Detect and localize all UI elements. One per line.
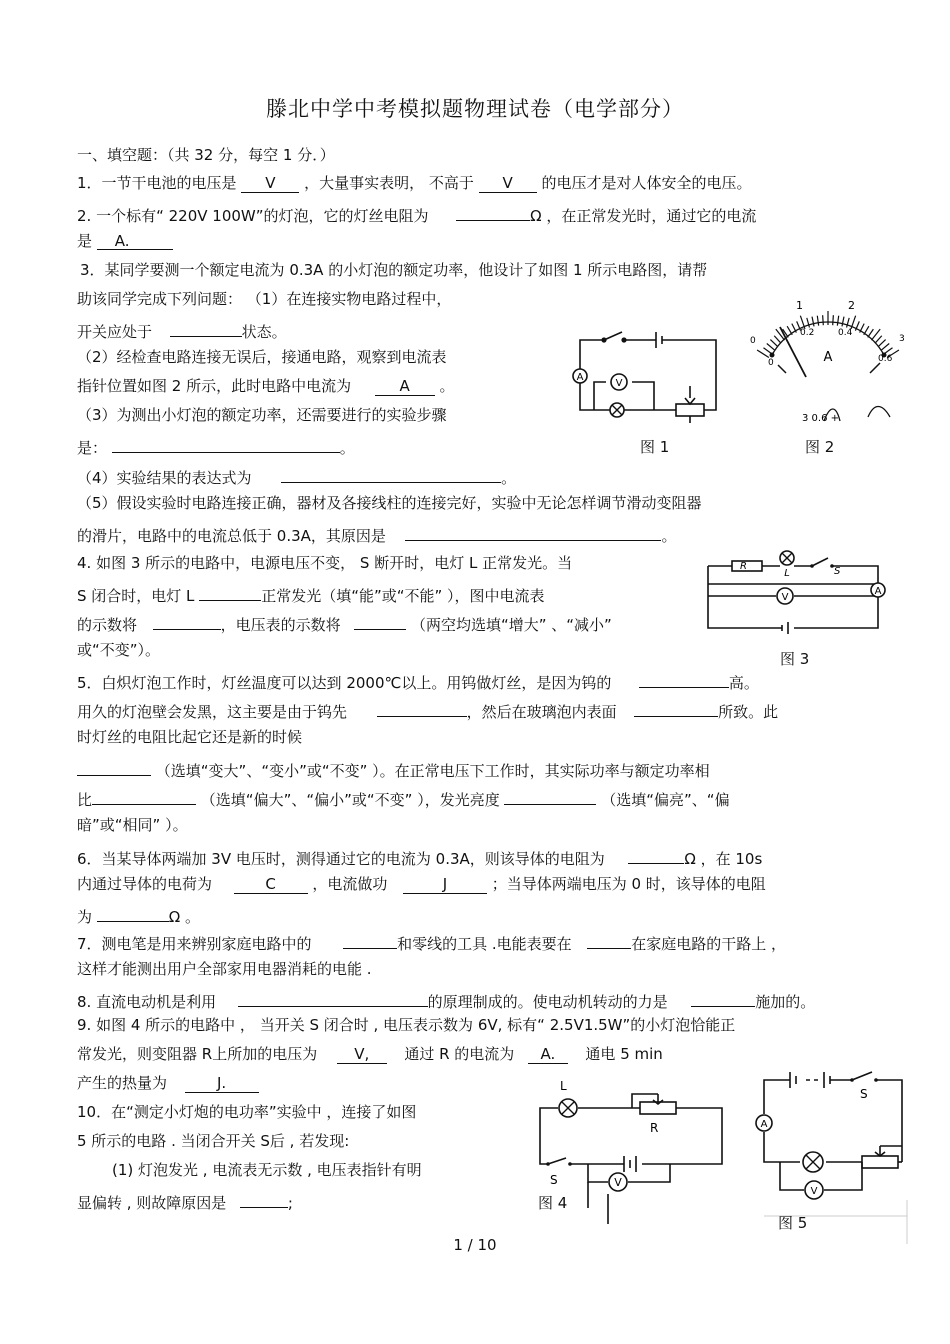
- answer-blank[interactable]: [343, 930, 397, 949]
- svg-text:S: S: [550, 1173, 558, 1187]
- svg-text:S: S: [834, 566, 841, 577]
- dial-tick: [774, 336, 781, 343]
- dial-tick: [812, 317, 814, 327]
- dial-tick: [878, 340, 885, 347]
- answer-blank[interactable]: [628, 845, 684, 864]
- answer-blank[interactable]: J.: [185, 1074, 259, 1093]
- answer-blank[interactable]: V: [241, 174, 299, 193]
- question-5: 5．白炽灯泡工作时，灯丝温度可以达到 2000℃以上。用钨做灯丝，是因为钨的 高。: [77, 669, 759, 693]
- answer-blank[interactable]: [281, 464, 501, 483]
- answer-blank[interactable]: [97, 903, 169, 922]
- exam-page: 滕北中学中考模拟题物理试卷（电学部分） 一、填空题：（共 32 分，每空 1 分．） 1．一节干电池的电压是 V ，大量事实表明， 不高于 V 的电压才是对人体安全的电压。 2. 一个标有“ 220V 100W”的灯泡，它的灯丝电阻为 Ω ，在正常发光时，通过它的电流 是 A. 3．某同学要测一个额定电流为 0.3A 的小灯泡的额定功率，他设计了如图 1 所示电路图，请帮 助该同学完成下列问题： （1）在连接实物电路过程中， 开关应处于 状态。 （2）经检查电路连接无误后，接通电路，观察到电流表 指针位置如图 2 所示，此时电路中电流为 A 。 （3）为测出小灯泡的额定功率，还需要进行的实验步骤 是： 。 （4）实验结果的表达式为 。 （5）假设实验时电路连接正确，器材及各接线柱的连接完好，实验中无论怎样调节滑动变阻器 的滑片，电路中的电流总低于 0.3A，其原因是 。 A V 图 1 1 2 0.2 0.4 0 3 0 0.6 A 3 0.6 + 图 2 4. 如图 3 所示的电路中，电源电压不变， S 断开时，电灯 L 正常发光。当 S 闭合时，电灯 L 正常发光（填“能”或“不能” ），图中电流表 的示数将 ，电压表的示数将 （两空均选填“增大” 、“减小” 或“不变”）。 R L S V A 图 3 5．白炽灯泡工作时，灯丝温度可以达到 2000℃以上。用钨做灯丝，是因为钨的 高。 用久的灯泡壁会发黑，这主要是由于钨先 ，然后在玻璃泡内表面 所致。此 时灯丝的电阻比起它还是新的时候 （选填“变大”、“变小”或“不变” ）。在正常电压下工作时，其实际功率与额定功率相 比 （选填“偏大”、“偏小”或“不变” ），发光亮度 （选填“偏亮”、“偏 暗”或“相同” ）。 6．当某导体两端加 3V 电压时，测得通过它的电流为 0.3A，则该导体的电阻为 Ω ，在 10s 内通过导体的电荷为 C ，电流做功 J ；当导体两端电压为 0 时，该导体的电阻 为 Ω 。 7．测电笔是用来辨别家庭电路中的 和零线的工具 .电能表要在 在家庭电路的干路上 ， 这样才能测出用户全部家用电器消耗的电能 . 8. 直流电动机是利用 的原理制成的。使电动机转动的力是 施加的。 9. 如图 4 所示的电路中 ， 当开关 S 闭合时 , 电压表示数为 6V, 标有“ 2.5V1.5W”的小灯泡恰能正 常发光，则变阻器 R上所加的电压为 V, 通过 R 的电流为 A. 通电 5 min 产生的热量为 J. 10．在“测定小灯炮的电功率”实验中 ，连接了如图 5 所示的电路 . 当闭合开关 S后 , 若发现: (1) 灯泡发光 , 电流表无示数 , 电压表指针有明 显偏转 , 则故障原因是 ; L R S V 图 4 A V S 图 5 1 / 10: [0, 0, 950, 1344]
- dial-tick: [842, 317, 844, 327]
- question-8: 8. 直流电动机是利用 的原理制成的。使电动机转动的力是 施加的。: [77, 988, 815, 1012]
- question-1: 1．一节干电池的电压是 V ，大量事实表明， 不高于 V 的电压才是对人体安全的电压。: [77, 174, 752, 192]
- svg-text:3 0.6 +: 3 0.6 +: [802, 413, 840, 424]
- figure-1-caption: 图 1: [640, 438, 670, 456]
- dial-tick: [837, 316, 838, 326]
- dial-tick: [770, 340, 777, 347]
- question-10: 10．在“测定小灯炮的电功率”实验中 ，连接了如图: [77, 1103, 417, 1121]
- answer-blank[interactable]: V,: [337, 1045, 387, 1064]
- svg-text:A: A: [576, 372, 584, 383]
- answer-blank[interactable]: [199, 582, 261, 601]
- svg-text:0.2: 0.2: [800, 328, 815, 338]
- question-9: 9. 如图 4 所示的电路中 ， 当开关 S 闭合时 , 电压表示数为 6V, 标有“ 2.5V1.5W”的小灯泡恰能正: [77, 1016, 736, 1034]
- answer-blank[interactable]: C: [234, 875, 308, 894]
- svg-text:0.4: 0.4: [838, 328, 853, 338]
- svg-text:2: 2: [848, 299, 855, 312]
- dial-tick: [767, 343, 775, 349]
- question-6: 6．当某导体两端加 3V 电压时，测得通过它的电流为 0.3A，则该导体的电阻为 Ω ，在 10s: [77, 845, 762, 869]
- answer-blank[interactable]: [634, 698, 718, 717]
- question-3: 3．某同学要测一个额定电流为 0.3A 的小灯泡的额定功率，他设计了如图 1 所示电路图，请帮: [80, 261, 708, 279]
- question-7: 7．测电笔是用来辨别家庭电路中的 和零线的工具 .电能表要在 在家庭电路的干路上 ，: [77, 930, 786, 954]
- answer-blank[interactable]: V: [479, 174, 537, 193]
- answer-blank[interactable]: [377, 698, 467, 717]
- figure-1-circuit: [566, 320, 726, 430]
- dial-tick: [882, 343, 890, 349]
- answer-blank[interactable]: [170, 318, 242, 337]
- answer-blank[interactable]: [77, 757, 151, 776]
- page-title: 滕北中学中考模拟题物理试卷（电学部分）: [266, 97, 684, 121]
- figure-5-caption: 图 5: [778, 1214, 808, 1232]
- dial-tick: [833, 315, 834, 325]
- dial-tick: [884, 348, 892, 354]
- question-2-cont: 是 A.: [77, 231, 173, 251]
- dial-tick: [817, 316, 818, 326]
- dial-tick: [875, 336, 882, 343]
- answer-blank[interactable]: [691, 988, 755, 1007]
- svg-text:A: A: [823, 350, 833, 365]
- figure-5-circuit: [752, 1068, 912, 1244]
- figure-3-caption: 图 3: [780, 650, 810, 668]
- answer-blank[interactable]: [92, 786, 196, 805]
- svg-text:A: A: [874, 586, 882, 597]
- answer-blank[interactable]: [456, 202, 530, 221]
- svg-text:0.6: 0.6: [878, 354, 893, 364]
- dial-tick: [763, 348, 771, 354]
- dial-tick: [823, 315, 824, 325]
- answer-blank[interactable]: A.: [528, 1045, 568, 1064]
- section-heading: 一、填空题：（共 32 分，每空 1 分．）: [77, 146, 335, 164]
- figure-4-caption: 图 4: [538, 1194, 568, 1212]
- answer-blank[interactable]: J: [403, 875, 487, 894]
- svg-text:L: L: [784, 568, 790, 579]
- svg-text:R: R: [650, 1121, 659, 1135]
- answer-blank[interactable]: [405, 522, 661, 541]
- svg-text:A: A: [760, 1119, 768, 1130]
- answer-blank[interactable]: [504, 786, 596, 805]
- question-2: 2. 一个标有“ 220V 100W”的灯泡，它的灯丝电阻为 Ω ，在正常发光时，通过它的电流: [77, 202, 756, 226]
- svg-text:1: 1: [796, 299, 803, 312]
- answer-blank[interactable]: [587, 930, 631, 949]
- answer-blank[interactable]: [112, 434, 340, 453]
- figure-3-circuit: [702, 548, 886, 644]
- answer-blank[interactable]: [153, 611, 221, 630]
- answer-blank[interactable]: A: [375, 377, 435, 396]
- figure-2-caption: 图 2: [805, 438, 835, 456]
- svg-text:L: L: [560, 1079, 567, 1093]
- answer-blank[interactable]: [354, 611, 406, 630]
- svg-text:V: V: [810, 1186, 818, 1197]
- svg-text:S: S: [860, 1087, 868, 1101]
- svg-text:0: 0: [750, 336, 756, 346]
- question-4: 4. 如图 3 所示的电路中，电源电压不变， S 断开时，电灯 L 正常发光。当: [77, 554, 573, 572]
- answer-blank[interactable]: A.: [97, 232, 173, 250]
- svg-text:V: V: [614, 1176, 622, 1189]
- answer-blank[interactable]: [240, 1189, 288, 1208]
- svg-text:0: 0: [768, 358, 774, 368]
- figure-2-ammeter-dial: [744, 295, 912, 430]
- answer-blank[interactable]: [238, 988, 428, 1007]
- svg-text:R: R: [740, 561, 747, 572]
- svg-text:V: V: [781, 592, 789, 603]
- answer-blank[interactable]: [639, 669, 729, 688]
- svg-text:V: V: [615, 378, 623, 389]
- svg-text:3: 3: [899, 334, 905, 344]
- page-number: 1 / 10: [453, 1236, 497, 1254]
